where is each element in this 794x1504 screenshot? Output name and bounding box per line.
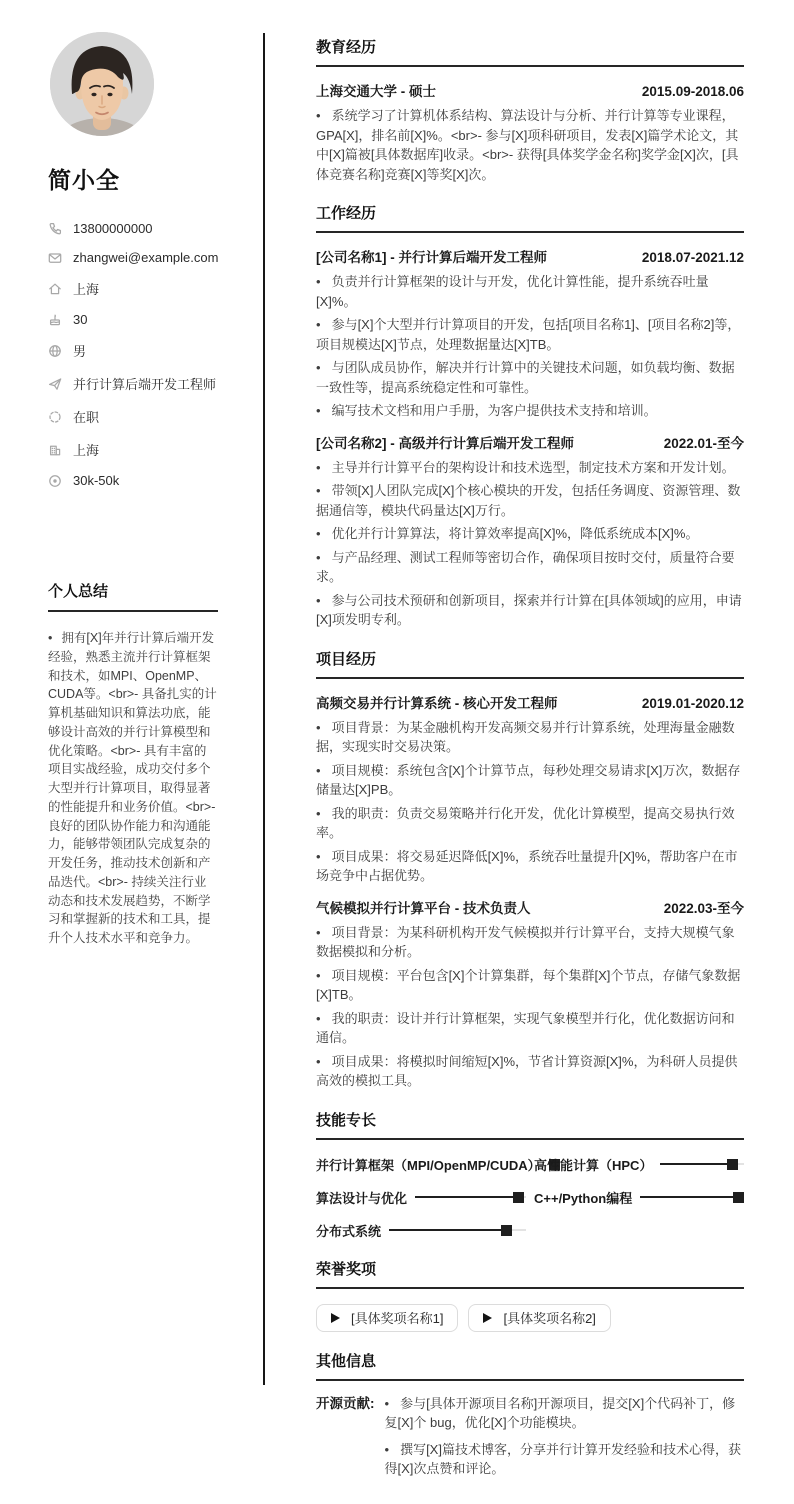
education-entry <box>316 80 744 184</box>
section-summary <box>48 580 218 948</box>
company-role: [公司名称2] - 高级并行计算后端开发工程师 <box>316 435 574 451</box>
entry-head <box>316 80 744 100</box>
column-divider <box>263 33 265 1385</box>
projects-title: 项目经历 <box>316 648 744 679</box>
awards-row <box>316 1302 744 1332</box>
bullet-item: • 我的职责：设计并行计算框架，实现气象模型并行化，优化数据访问和通信。 <box>316 1009 744 1048</box>
section-work <box>316 202 744 630</box>
skill-item <box>534 1155 744 1174</box>
entry-head <box>316 246 744 266</box>
other-title: 其他信息 <box>316 1350 744 1381</box>
slider-fill <box>389 1229 501 1232</box>
section-other <box>316 1350 744 1486</box>
phone-icon <box>48 222 62 236</box>
award-tag-2[interactable] <box>468 1304 610 1332</box>
salary-target-icon <box>48 474 62 488</box>
bullet-item: • 与产品经理、测试工程师等密切合作，确保项目按时交付，质量符合要求。 <box>316 548 744 587</box>
play-icon <box>483 1313 492 1323</box>
contact-status-value: 在职 <box>73 410 100 425</box>
company-role: [公司名称1] - 并行计算后端开发工程师 <box>316 250 547 265</box>
contact-city-value: 上海 <box>73 443 100 458</box>
email-icon <box>48 251 62 265</box>
skill-label: 算法设计与优化 <box>316 1190 408 1206</box>
entry-date: 2022.01-至今 <box>663 435 744 451</box>
slider-track <box>524 1196 526 1199</box>
bullet-item: • 编写技术文档和用户手册，为客户提供技术支持和培训。 <box>316 401 744 421</box>
contact-status <box>48 407 218 426</box>
skill-item <box>316 1188 526 1207</box>
skills-title: 技能专长 <box>316 1109 744 1140</box>
award-label: [具体奖项名称1] <box>351 1311 444 1326</box>
skill-label: C++/Python编程 <box>534 1190 633 1206</box>
contact-phone <box>48 221 218 236</box>
contact-position <box>48 374 218 393</box>
work-entry-2 <box>316 432 744 630</box>
entry-date: 2019.01-2020.12 <box>641 695 744 711</box>
summary-title: 个人总结 <box>48 580 218 612</box>
contact-gender-value: 男 <box>73 344 87 359</box>
contact-email-value: zhangwei@example.com <box>73 250 219 265</box>
contact-position-value: 并行计算后端开发工程师 <box>73 377 217 392</box>
entry-head <box>316 432 744 452</box>
bullet-item: • 系统学习了计算机体系结构、算法设计与分析、并行计算等专业课程，GPA[X]，排名前[X]%。<br>- 参与[X]项科研项目，发表[X]篇学术论文，其中[X]篇被[具体数据库]收录。<br>- 获得[具体奖学金名称]奖学金[X]次，[具体竞赛名称]竞赛[X]等奖[X]次。 <box>316 106 744 184</box>
project-entry-2 <box>316 897 744 1091</box>
bullet-item: • 参与公司技术预研和创新项目，探索并行计算在[具体领域]的应用，申请[X]项发明专利。 <box>316 591 744 630</box>
bullet-item: • 项目背景：为某金融机构开发高频交易并行计算系统，处理海量金融数据，实现实时交易决策。 <box>316 718 744 757</box>
bullet-item: • 项目背景：为某科研机构开发气候模拟并行计算平台，支持大规模气象数据模拟和分析。 <box>316 923 744 962</box>
section-skills <box>316 1109 744 1240</box>
slider-fill <box>660 1163 727 1166</box>
work-title: 工作经历 <box>316 202 744 233</box>
honors-title: 荣誉奖项 <box>316 1258 744 1289</box>
project-role: 高频交易并行计算系统 - 核心开发工程师 <box>316 695 558 711</box>
skill-slider[interactable] <box>389 1225 526 1236</box>
city-building-icon <box>48 443 62 457</box>
home-icon <box>48 282 62 296</box>
slider-handle[interactable] <box>727 1159 738 1170</box>
other-bullets <box>385 1394 745 1486</box>
slider-track <box>512 1229 526 1232</box>
education-title: 教育经历 <box>316 36 744 67</box>
skill-item <box>534 1188 744 1207</box>
contact-phone-value: 13800000000 <box>73 221 153 236</box>
gender-globe-icon <box>48 344 62 358</box>
skill-label: 并行计算框架（MPI/OpenMP/CUDA） <box>316 1157 541 1173</box>
candidate-name: 简小全 <box>48 167 120 193</box>
position-paper-plane-icon <box>48 377 62 391</box>
bullet-item: • 我的职责：负责交易策略并行化开发，优化计算模型，提高交易执行效率。 <box>316 804 744 843</box>
project-entry-1 <box>316 692 744 886</box>
contact-list <box>48 221 218 488</box>
bullet-item: • 参与[具体开源项目名称]开源项目，提交[X]个代码补丁，修复[X]个 bug，优化[X]个功能模块。 <box>385 1394 745 1433</box>
contact-home <box>48 279 218 298</box>
contact-gender <box>48 341 218 360</box>
entry-head <box>316 692 744 712</box>
play-icon <box>331 1313 340 1323</box>
bullet-item: • 项目成果：将交易延迟降低[X]%，系统吞吐量提升[X]%，帮助客户在市场竞争中占据优势。 <box>316 847 744 886</box>
profile-photo <box>50 32 154 136</box>
bullet-item: • 主导并行计算平台的架构设计和技术选型，制定技术方案和开发计划。 <box>316 458 744 478</box>
open-source-label: 开源贡献: <box>316 1395 375 1411</box>
contact-age <box>48 312 218 327</box>
contact-salary-value: 30k-50k <box>73 473 120 488</box>
avatar-illustration <box>50 32 154 136</box>
main-column <box>316 36 744 1504</box>
section-honors <box>316 1258 744 1332</box>
slider-fill <box>640 1196 733 1199</box>
status-refresh-icon <box>48 410 62 424</box>
project-role: 气候模拟并行计算平台 - 技术负责人 <box>316 900 531 916</box>
skill-item <box>316 1155 541 1174</box>
bullet-item: • 带领[X]人团队完成[X]个核心模块的开发，包括任务调度、资源管理、数据通信等，模块代码量达[X]万行。 <box>316 481 744 520</box>
slider-handle[interactable] <box>733 1192 744 1203</box>
school-name: 上海交通大学 - 硕士 <box>316 84 436 99</box>
contact-age-value: 30 <box>73 312 88 327</box>
bullet-item: • 负责并行计算框架的设计与开发，优化计算性能，提升系统吞吐量[X]%。 <box>316 272 744 311</box>
skill-item <box>316 1221 526 1240</box>
contact-salary <box>48 473 218 488</box>
bullet-item: • 与团队成员协作，解决并行计算中的关键技术问题，如负载均衡、数据一致性等，提高系统稳定性和可靠性。 <box>316 358 744 397</box>
contact-home-value: 上海 <box>73 282 100 297</box>
skill-slider[interactable] <box>415 1192 526 1203</box>
summary-text: • 拥有[X]年并行计算后端开发经验，熟悉主流并行计算框架和技术，如MPI、OpenMP、CUDA等。<br>- 具备扎实的计算机基础知识和算法功底，能够设计高效的并行计算模型和优化策略。<br>- 具有丰富的项目实战经验，成功交付多个大型并行计算项目，取得显著的性能提升和业务价值。<br>- 良好的团队协作能力和沟通能力，能够带领团队完成复杂的开发任务，推动技术创新和产品迭代。<br>- 持续关注行业动态和技术发展趋势，不断学习和掌握新的技术和工具，提升个人技术水平和竞争力。 <box>48 629 218 948</box>
work-entry-1 <box>316 246 744 421</box>
sidebar <box>48 32 218 948</box>
slider-handle[interactable] <box>513 1192 524 1203</box>
bullet-item: • 项目规模：系统包含[X]个计算节点，每秒处理交易请求[X]万次，数据存储量达[X]PB。 <box>316 761 744 800</box>
bullet-item: • 参与[X]个大型并行计算项目的开发，包括[项目名称1]、[项目名称2]等，项目规模达[X]节点，处理数据量达[X]TB。 <box>316 315 744 354</box>
entry-date: 2018.07-2021.12 <box>641 250 744 265</box>
slider-fill <box>415 1196 513 1199</box>
other-row <box>316 1394 744 1486</box>
skill-slider[interactable] <box>640 1192 744 1203</box>
skill-slider[interactable] <box>660 1159 744 1170</box>
section-projects <box>316 648 744 1091</box>
contact-city <box>48 440 218 459</box>
skills-grid <box>316 1153 744 1240</box>
age-cake-icon <box>48 313 62 327</box>
bullet-item: • 项目成果：将模拟时间缩短[X]%，节省计算资源[X]%，为科研人员提供高效的模拟工具。 <box>316 1052 744 1091</box>
skill-label: 分布式系统 <box>316 1223 382 1239</box>
entry-date: 2015.09-2018.06 <box>641 84 744 99</box>
award-tag-1[interactable] <box>316 1304 458 1332</box>
bullet-item: • 撰写[X]篇技术博客，分享并行计算开发经验和技术心得，获得[X]次点赞和评论。 <box>385 1440 745 1479</box>
section-education <box>316 36 744 184</box>
award-label: [具体奖项名称2] <box>503 1311 596 1326</box>
slider-handle[interactable] <box>501 1225 512 1236</box>
bullet-item: • 项目规模：平台包含[X]个计算集群，每个集群[X]个节点，存储气象数据[X]TB。 <box>316 966 744 1005</box>
entry-head <box>316 897 744 917</box>
contact-email <box>48 250 218 265</box>
skill-label: 高性能计算（HPC） <box>534 1157 653 1173</box>
bullet-item: • 优化并行计算算法，将计算效率提高[X]%，降低系统成本[X]%。 <box>316 524 744 544</box>
slider-track <box>738 1163 744 1166</box>
entry-date: 2022.03-至今 <box>663 900 744 916</box>
